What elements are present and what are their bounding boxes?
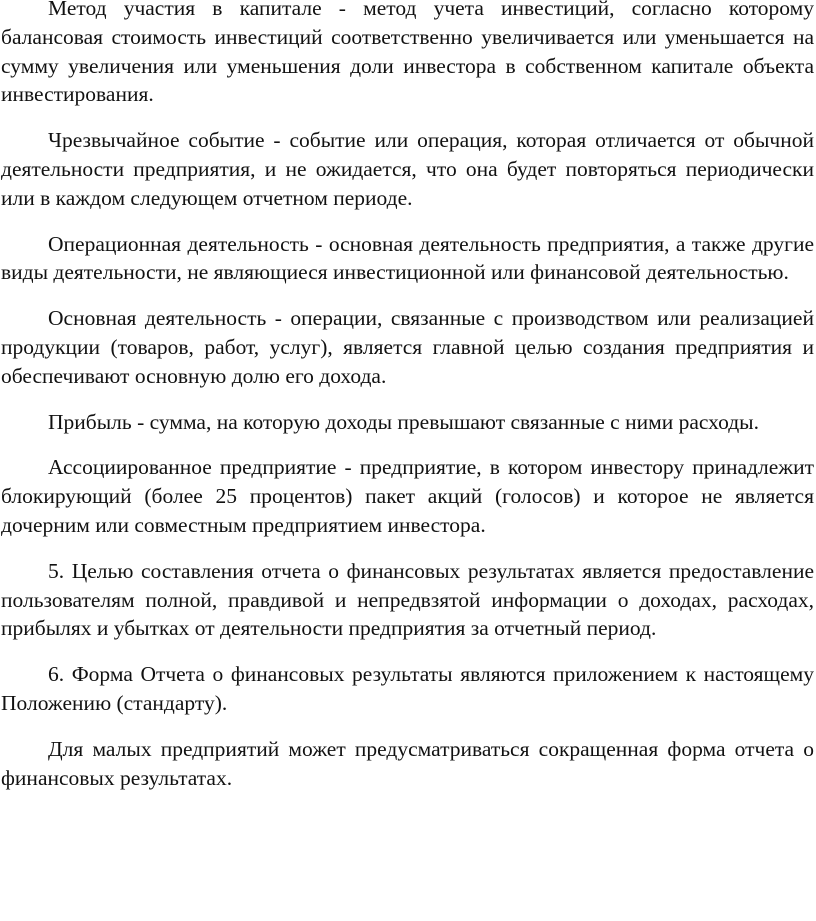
paragraph-associated-enterprise: Ассоциированное предприятие - предприятие, в котором инвестору принадлежит блокирующий (более 25 процентов) пакет акций (голосов) и которое не является дочерним или совместным предприятием инвестора. (1, 455, 814, 537)
paragraph-small-enterprises: Для малых предприятий может предусматриваться сокращенная форма отчета о финансовых результатах. (1, 736, 814, 790)
paragraph-operating-activity: Операционная деятельность - основная деятельность предприятия, а также другие виды деятельности, не являющиеся инвестиционной или финансовой деятельностью. (1, 231, 814, 285)
paragraph-item-5: 5. Целью составления отчета о финансовых результатах является предоставление пользователям полной, правдивой и непредвзятой информации о доходах, расходах, прибылях и убытках от деятельности предприятия за отчетный период. (1, 558, 814, 641)
paragraph-equity-method: Метод участия в капитале - метод учета инвестиций, согласно которому балансовая стоимость инвестиций соответственно увеличивается или уменьшается на сумму увеличения или уменьшения доли инвестора в собственном капитале объекта инвестирования. (1, 0, 814, 107)
paragraph-profit: Прибыль - сумма, на которую доходы превышают связанные с ними расходы. (48, 409, 759, 434)
paragraph-extraordinary-event: Чрезвычайное событие - событие или операция, которая отличается от обычной деятельности предприятия, и не ожидается, что она будет повторяться периодически или в каждом следующем отчетном периоде. (1, 128, 814, 210)
paragraph-main-activity: Основная деятельность - операции, связанные с производством или реализацией продукции (товаров, работ, услуг), является главной целью создания предприятия и обеспечивают основную долю его дохода. (1, 306, 814, 388)
paragraph-item-6: 6. Форма Отчета о финансовых результаты являются приложением к настоящему Положению (стандарту). (1, 662, 814, 715)
